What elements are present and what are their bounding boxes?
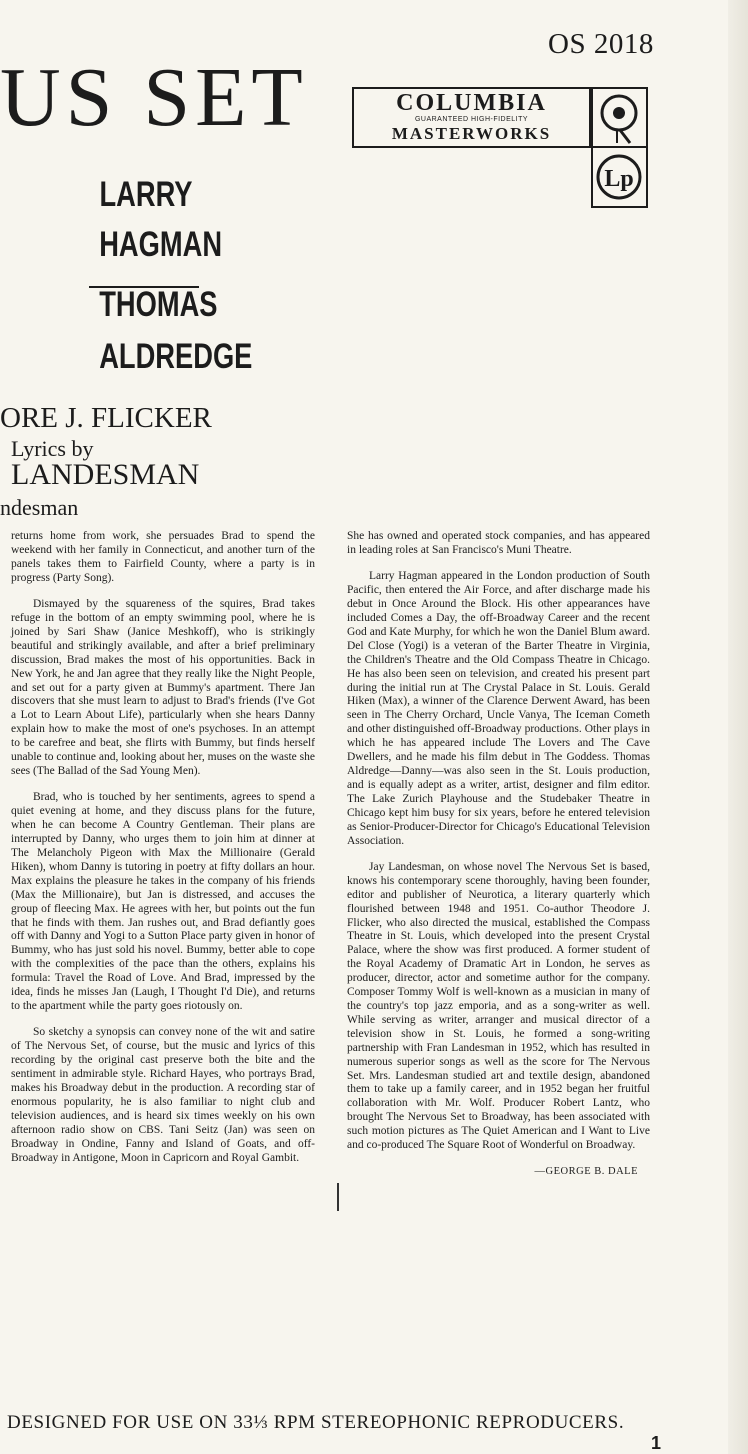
logo-masterworks: MASTERWORKS [391,124,552,143]
columbia-masterworks-logo [352,87,591,148]
lp-icon [591,146,648,208]
notes-paragraph: Brad, who is touched by her sentiments, agrees to spend a quiet evening at home, and they discuss plans for the future, when he can become A Country Gentleman. Their plans are interrupted by Danny, who urges them to join him at dinner at The Melancholy Pigeon with Max the Millionaire (Gerald Hiken), whom Danny is tutoring in poetry at fifty dollars an hour. Max explains the pleasure he takes in the company of his friends (Max the Millionaire), but Jan is distressed, and accuses the group of fleecing Max. He agrees with her, but points out the fun that he finds with them. Jan rushes out, and Brad defiantly goes off with Danny and Yogi to a Sutton Place party given in honor of Bummy, who has just sold his novel. Bummy, better able to cope with the complexities of the pace than the others, explains his formula: Travel the Road of Love. And Brad, impressed by the idea, finds he misses Jan (Laugh, I Thought I'd Die), and returns to the apartment while the party goes riotously on. [11,791,315,1012]
columbia-eye-icon [591,87,648,148]
cast-name-thomas: THOMAS [99,285,218,324]
author-signature: —GEORGE B. DALE [534,1166,638,1178]
notes-paragraph: She has owned and operated stock companies, and has appeared in leading roles at San Francisco's Muni Theatre. [347,530,650,556]
credit-book: ORE J. FLICKER [0,402,212,434]
logo-columbia: COLUMBIA [396,90,547,116]
credit-producer: ndesman [0,495,79,520]
notes-paragraph: Jay Landesman, on whose novel The Nervous Set is based, knows his contemporary scene thoroughly, having been founder, editor and publisher of Neurotica, a literary quarterly which flourished between 1948 and 1951. Co-author Theodore J. Flicker, who also directed the musical, established the Compass Theatre in St. Louis, which developed into the present Crystal Palace, where the show was first produced. A former student of the Royal Academy of Dramatic Art in London, he serves as producer, director, actor and sometime author for the company. Composer Tommy Wolf is well-known as a musician in many of the country's top jazz emporia, and as a song-writer as well. While serving as writer, arranger and musical director of a television show in St. Louis, he formed a song-writing partnership with Fran Landesman in 1952, which has resulted in numerous superior songs as well as the score for The Nervous Set. Mrs. Landesman studied art and textile design, abandoned them to take up a family career, and in 1952 began her fruitful collaboration with Mr. Wolf. Producer Robert Lantz, who brought The Nervous Set to Broadway, has been associated with such motion pictures as The Quiet American and I Want to Live and co-produced The Square Root of Wonderful on Broadway. [347,860,650,1152]
catalog-number: OS 2018 [548,28,654,60]
credit-lyrics-label: Lyrics by [11,436,94,461]
liner-notes-left-column [11,530,315,1178]
cast-name-hagman: HAGMAN [99,225,223,264]
footer-playback-notice: DESIGNED FOR USE ON 33⅓ RPM STEREOPHONIC REPRODUCERS. [7,1412,625,1433]
logo-tagline: GUARANTEED HIGH-FIDELITY [414,116,529,123]
cast-name-aldredge: ALDREDGE [99,337,253,376]
notes-paragraph: So sketchy a synopsis can convey none of the wit and satire of The Nervous Set, of course, but the music and lyrics of this recording by the original cast preserve both the bite and the sentiment in admirable style. Richard Hayes, who portrays Brad, makes his Broadway debut in the production. A recording star of enormous popularity, he is also familiar to night club and television audiences, and is heard six times weekly on his own afternoon radio show on CBS. Tani Seitz (Jan) was seen on Broadway in Ondine, Fanny and Island of Goats, and off-Broadway in Antigone, Moon in Capricorn and Royal Gambit. [11,1026,315,1164]
album-title-fragment: US SET [0,51,308,144]
cast-name-larry: LARRY [99,175,193,214]
page-edge-shadow [728,0,748,1454]
notes-paragraph: Larry Hagman appeared in the London production of South Pacific, then entered the Air Force, and after discharge made his debut in Once Around the Block. His other appearances have included Comes a Day, the off-Broadway Career and the recent God and Kate Murphy, for which he won the Daniel Blum award. Del Close (Yogi) is a veteran of the Barter Theatre in Virginia, the Children's Theatre and the Old Compass Theatre in Chicago. He has also been seen on television, and created his present part during the initial run at The Crystal Palace in St. Louis. Gerald Hiken (Max), a winner of the Clarence Derwent Award, has been seen in The Cherry Orchard, Uncle Vanya, The Iceman Cometh and other distinguished off-Broadway productions. Other plays in which he has appeared include The Lovers and The Cave Dwellers, and he made his film debut in The Goddess. Thomas Aldredge—Danny—was also seen in the St. Louis production, and is equally adept as a writer, artist, designer and film editor. The Lake Zurich Playhouse and the Studebaker Theatre in Chicago kept him busy for six years, before he entered television as Senior-Producer-Director for Chicago's Educational Television Association. [347,570,650,847]
lp-mark-text: Lp [604,166,634,192]
credit-lyricist: LANDESMAN [11,458,200,491]
page-number: 1 [651,1433,662,1453]
notes-paragraph: returns home from work, she persuades Brad to spend the weekend with her family in Connecticut, and another turn of the panels takes them to Fairfield County, where a party is in progress (Party Song). [11,530,315,584]
notes-paragraph: Dismayed by the squareness of the squires, Brad takes refuge in the bottom of an empty swimming pool, where he is joined by Sari Shaw (Janice Meshkoff), who is strikingly beautiful and strikingly available, and after a brief preliminary discussion, Brad makes the most of his opportunities. Back in New York, he and Jan agree that they really like the Night People, and set out for a party given at Bummy's apartment. There Jan discovers that she must learn to adjust to Brad's friends (I've Got a Lot to Learn About Life), particularly when she hears Danny explain how to make the most of one's psychoses. In an attempt to be carefree and beat, she flirts with Bummy, but finds herself unable to continue and, looking about her, muses on the waste she sees (The Ballad of the Sad Young Men). [11,598,315,777]
liner-notes-right-column [347,530,650,1179]
pen-margin-mark [337,1183,339,1211]
